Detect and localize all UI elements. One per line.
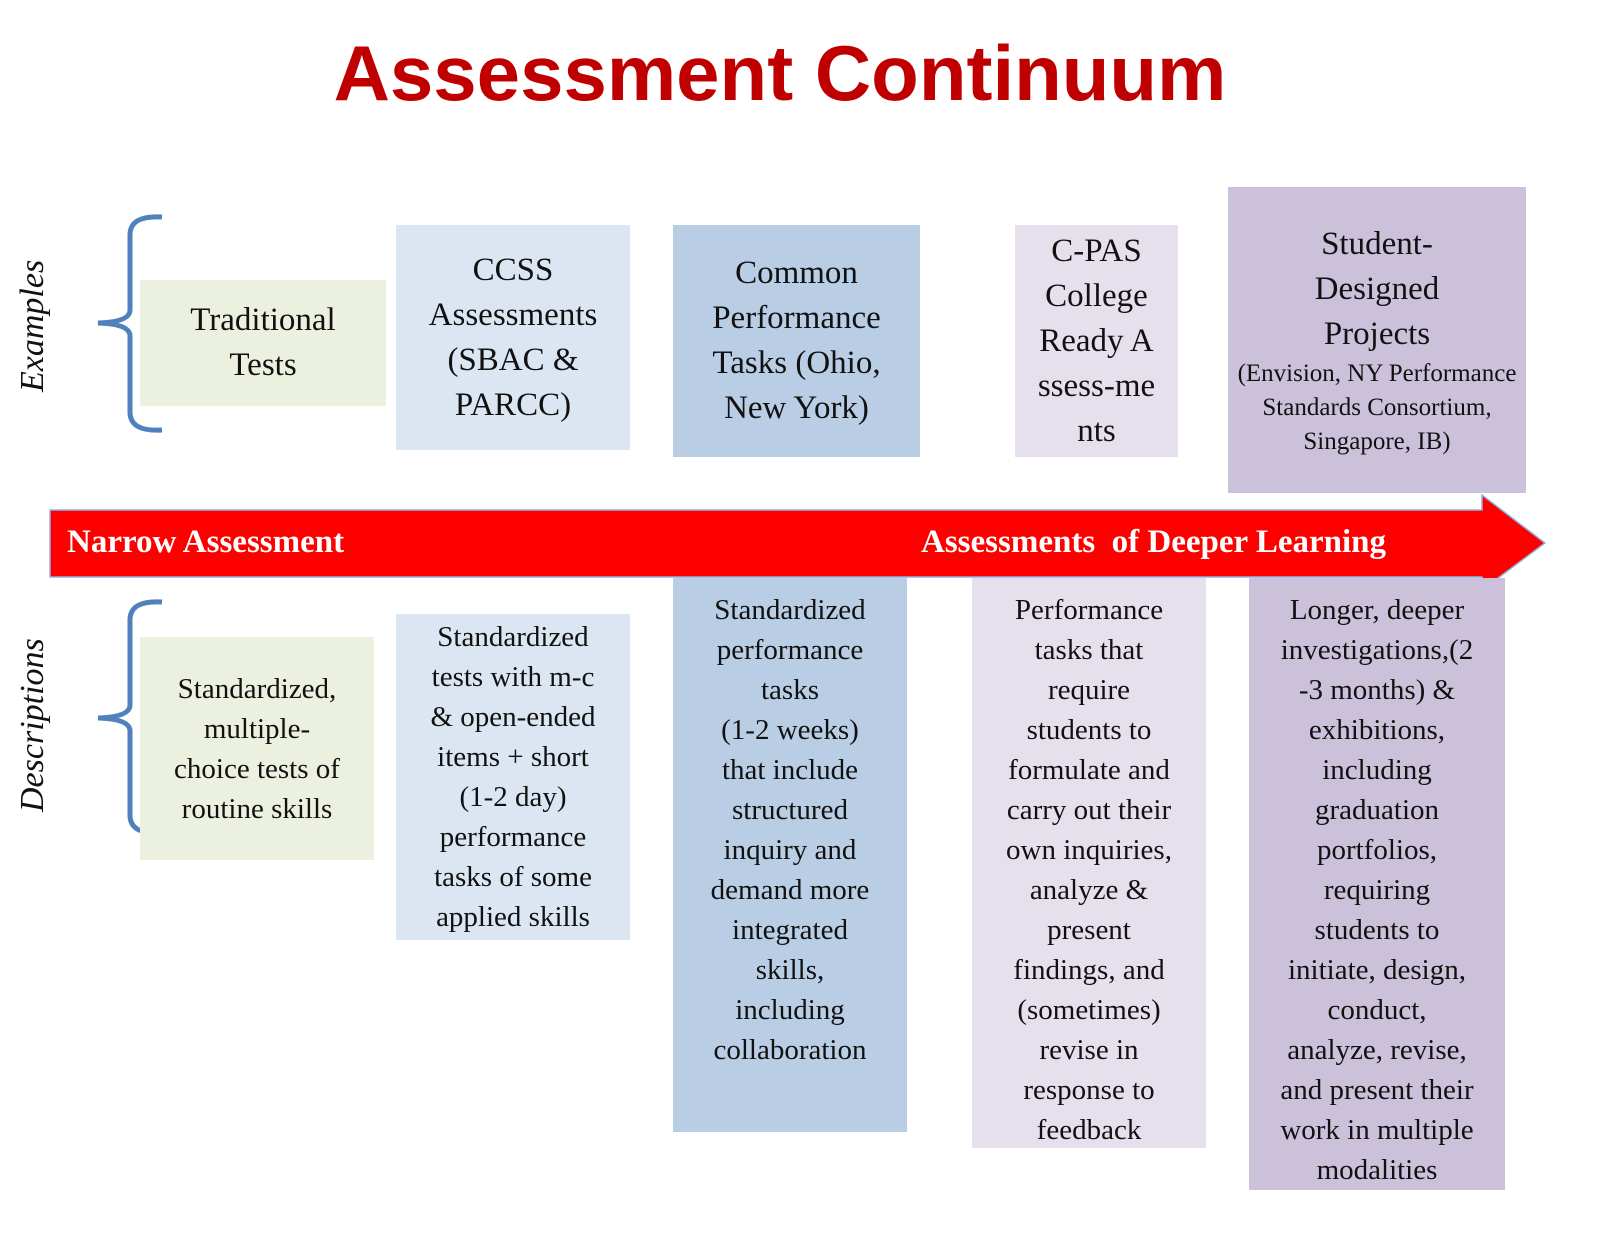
- example-ccss: [396, 225, 630, 450]
- description-ccss: [396, 614, 630, 940]
- description-traditional: [140, 637, 374, 860]
- description-student-projects: [1249, 578, 1505, 1190]
- example-text: Common Performance Tasks (Ohio, New York): [712, 255, 881, 426]
- arrow-label-deeper: Assessments of Deeper Learning: [921, 524, 1387, 560]
- descriptions-label: Descriptions: [14, 638, 51, 812]
- description-cpas: [972, 578, 1206, 1148]
- arrow-label-narrow: Narrow Assessment: [67, 524, 345, 560]
- description-text: Performance tasks that require students to formulate and carry out their own inquiries, analyze & present findings, and (sometimes) revise in response to feedback: [1006, 594, 1172, 1146]
- example-text: Student-Designed Projects: [1314, 225, 1440, 352]
- examples-label: Examples: [14, 259, 51, 392]
- description-common-performance: [673, 578, 907, 1132]
- example-common-performance-tasks: [673, 225, 920, 457]
- example-text: CCSS Assessments (SBAC & PARCC): [428, 251, 598, 423]
- example-traditional-tests: [140, 280, 386, 406]
- example-cpas: [1015, 225, 1178, 457]
- description-text: Standardized, multiple- choice tests of routine skills: [174, 672, 340, 825]
- example-subtext: (Envision, NY Performance Standards Consortium, Singapore, IB): [1237, 359, 1517, 455]
- description-text: Standardized performance tasks (1-2 weeks) that include structured inquiry and demand more integrated skills, including collaboration: [710, 594, 870, 1066]
- example-text: C-PAS College Ready Assess-ments: [1037, 232, 1156, 449]
- example-student-designed-projects: [1228, 187, 1526, 493]
- description-text: Standardized tests with m-c & open-ended items + short (1-2 day) performance tasks of some applied skills: [430, 621, 596, 933]
- description-text: Longer, deeper investigations,(2 -3 months) & exhibitions, including graduation portfolios, requiring students to initiate, design, conduct, analyze, revise, and present their work in multiple modalities: [1280, 594, 1474, 1186]
- page-title: Assessment Continuum: [333, 29, 1227, 117]
- example-text: Traditional Tests: [190, 302, 336, 383]
